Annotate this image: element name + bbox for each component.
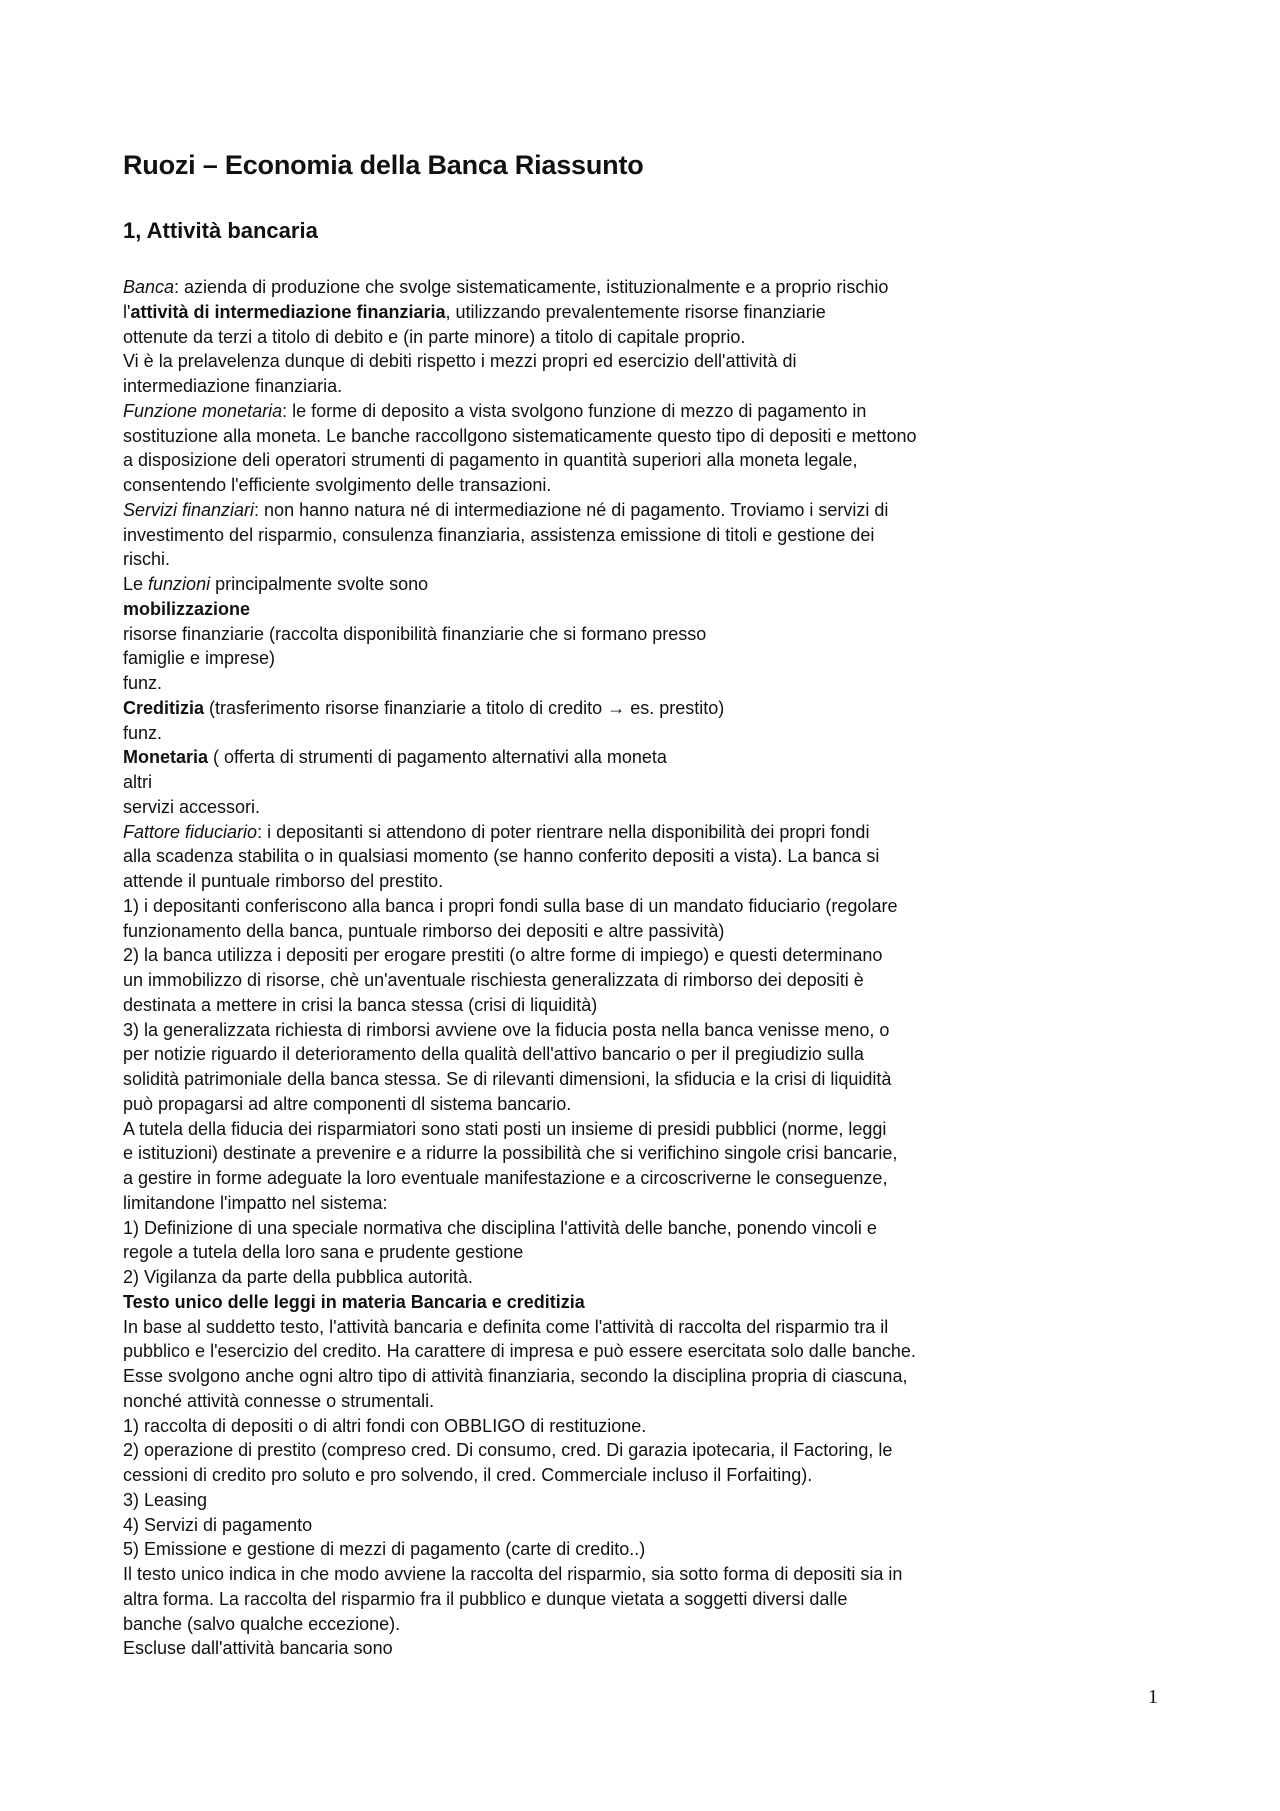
italic-text: Banca <box>123 277 175 297</box>
text-line <box>123 1636 1123 1661</box>
text-line <box>123 968 1123 993</box>
text-run: , utilizzando prevalentemente risorse finanziarie <box>445 301 826 322</box>
text-run: a disposizione deli operatori strumenti di pagamento in quantità superiori alla moneta legale, <box>123 450 858 471</box>
text-run: può propagarsi ad altre componenti dl sistema bancario. <box>123 1093 572 1114</box>
text-run: l' <box>123 301 131 322</box>
text-line <box>123 795 1123 820</box>
text-run: Le <box>123 574 149 594</box>
text-line <box>123 325 1123 350</box>
text-line <box>123 448 1123 473</box>
document-title: Ruozi – Economia della Banca Riassunto <box>123 150 644 180</box>
text-line <box>123 1537 1123 1562</box>
text-run: attende il puntuale rimborso del prestito. <box>123 871 444 891</box>
text-line <box>123 1216 1123 1241</box>
text-run: 1) raccolta di depositi o di altri fondi con OBBLIGO di restituzione. <box>123 1415 647 1436</box>
text-run: 3) la generalizzata richiesta di rimborsi avviene ove la fiducia posta nella banca venisse meno, o <box>123 1019 890 1040</box>
text-line <box>123 424 1123 449</box>
text-line <box>123 1513 1123 1538</box>
text-run: pubblico e l'esercizio del credito. Ha carattere di impresa e può essere esercitata solo dalle banche. <box>123 1341 916 1362</box>
text-line <box>123 844 1123 869</box>
text-run: Vi è la prelavelenza dunque di debiti rispetto i mezzi propri ed esercizio dell'attività di <box>123 351 797 372</box>
text-line <box>123 1191 1123 1216</box>
text-line <box>123 919 1123 944</box>
text-run: ottenute da terzi a titolo di debito e (in parte minore) a titolo di capitale proprio. <box>123 326 746 347</box>
page-number: 1 <box>1148 1686 1158 1708</box>
text-run: un immobilizzo di risorse, chè un'aventuale rischiesta generalizzata di rimborso dei depositi è <box>123 970 864 990</box>
text-line <box>123 1092 1123 1117</box>
text-line <box>123 1339 1123 1364</box>
text-run: rischi. <box>123 549 171 570</box>
text-line <box>123 498 1123 523</box>
text-run: servizi accessori. <box>123 796 261 817</box>
text-line <box>123 1117 1123 1142</box>
text-run: limitandone l'impatto nel sistema: <box>123 1192 388 1213</box>
text-run: A tutela della fiducia dei risparmiatori sono stati posti un insieme di presidi pubblici (norme, leggi <box>123 1118 887 1139</box>
text-run: solidità patrimoniale della banca stessa. Se di rilevanti dimensioni, la sfiducia e la crisi di liquidità <box>123 1069 892 1089</box>
text-line <box>123 869 1123 894</box>
text-run: per notizie riguardo il deterioramento della qualità dell'attivo bancario o per il pregiudizio sulla <box>123 1044 864 1065</box>
text-run: cessioni di credito pro soluto e pro solvendo, il cred. Commerciale incluso il Forfaiting). <box>123 1465 813 1485</box>
text-line <box>123 523 1123 548</box>
text-run: 3) Leasing <box>123 1489 208 1510</box>
text-line <box>123 1042 1123 1067</box>
text-line <box>123 1438 1123 1463</box>
text-run: Esse svolgono anche ogni altro tipo di attività finanziaria, secondo la disciplina propria di ciascuna, <box>123 1366 908 1386</box>
bold-text: Testo unico delle leggi in materia Bancaria e creditizia <box>123 1291 585 1312</box>
text-run: destinata a mettere in crisi la banca stessa (crisi di liquidità) <box>123 994 598 1015</box>
section-heading: 1, Attività bancaria <box>123 218 318 243</box>
text-run: altri <box>123 772 153 792</box>
text-run: Il testo unico indica in che modo avviene la raccolta del risparmio, sia sotto forma di depositi sia in <box>123 1564 903 1584</box>
text-run: banche (salvo qualche eccezione). <box>123 1613 401 1634</box>
text-line <box>123 820 1123 845</box>
body-text <box>123 275 1123 1661</box>
text-line <box>123 770 1123 795</box>
text-line <box>123 1488 1123 1513</box>
text-run: consentendo l'efficiente svolgimento delle transazioni. <box>123 475 552 495</box>
text-line <box>123 1315 1123 1340</box>
text-line <box>123 1067 1123 1092</box>
text-line <box>123 721 1123 746</box>
text-run: : le forme di deposito a vista svolgono funzione di mezzo di pagamento in <box>282 400 867 421</box>
italic-text: Funzione monetaria <box>123 400 283 421</box>
text-line <box>123 1166 1123 1191</box>
text-run: 2) operazione di prestito (compreso cred. Di consumo, cred. Di garazia ipotecaria, il Factoring, le <box>123 1440 893 1461</box>
text-run: 2) Vigilanza da parte della pubblica autorità. <box>123 1267 473 1287</box>
text-line <box>123 275 1123 300</box>
text-line <box>123 1018 1123 1043</box>
text-run: risorse finanziarie (raccolta disponibilità finanziarie che si formano presso <box>123 623 707 644</box>
text-run: 1) Definizione di una speciale normativa che disciplina l'attività delle banche, ponendo vincoli e <box>123 1217 877 1238</box>
bold-text: mobilizzazione <box>123 598 251 619</box>
italic-text: funzioni <box>148 574 211 594</box>
text-line <box>123 1587 1123 1612</box>
text-line <box>123 622 1123 647</box>
text-line <box>123 1562 1123 1587</box>
italic-text: Fattore fiduciario <box>123 821 258 842</box>
text-run: 1) i depositanti conferiscono alla banca i propri fondi sulla base di un mandato fiduciario (regolare <box>123 895 898 916</box>
text-line <box>123 943 1123 968</box>
text-run: sostituzione alla moneta. Le banche raccollgono sistematicamente questo tipo di depositi e mettono <box>123 425 917 446</box>
text-line <box>123 300 1123 325</box>
text-line <box>123 547 1123 572</box>
text-run: In base al suddetto testo, l'attività bancaria e definita come l'attività di raccolta del risparmio tra il <box>123 1316 889 1337</box>
text-line <box>123 1265 1123 1290</box>
text-run: regole a tutela della loro sana e prudente gestione <box>123 1242 524 1263</box>
text-line <box>123 1364 1123 1389</box>
text-line <box>123 745 1123 770</box>
text-run: famiglie e imprese) <box>123 648 276 669</box>
text-line <box>123 894 1123 919</box>
text-run: nonché attività connesse o strumentali. <box>123 1390 435 1411</box>
text-run: 5) Emissione e gestione di mezzi di pagamento (carte di credito..) <box>123 1539 646 1560</box>
text-line <box>123 1414 1123 1439</box>
text-line <box>123 349 1123 374</box>
text-run: intermediazione finanziaria. <box>123 376 343 396</box>
text-line <box>123 473 1123 498</box>
text-run: Escluse dall'attività bancaria sono <box>123 1638 393 1659</box>
text-run: 2) la banca utilizza i depositi per erogare prestiti (o altre forme di impiego) e questi determinano <box>123 945 883 966</box>
text-run: funz. <box>123 673 163 693</box>
text-run: (trasferimento risorse finanziarie a titolo di credito → es. prestito) <box>204 697 725 718</box>
text-line <box>123 572 1123 597</box>
bold-text: Creditizia <box>123 697 205 718</box>
text-line <box>123 374 1123 399</box>
text-line <box>123 1463 1123 1488</box>
text-line <box>123 671 1123 696</box>
text-line <box>123 1141 1123 1166</box>
text-run: investimento del risparmio, consulenza finanziaria, assistenza emissione di titoli e gestione dei <box>123 524 875 545</box>
text-run: funzionamento della banca, puntuale rimborso dei depositi e altre passività) <box>123 920 725 941</box>
bold-text: attività di intermediazione finanziaria <box>130 301 446 322</box>
text-line <box>123 993 1123 1018</box>
text-run: altra forma. La raccolta del risparmio fra il pubblico e dunque vietata a soggetti diversi dalle <box>123 1588 848 1609</box>
text-run: 4) Servizi di pagamento <box>123 1514 313 1535</box>
italic-text: Servizi finanziari <box>123 499 255 520</box>
text-run: e istituzioni) destinate a prevenire e a ridurre la possibilità che si verifichino singole crisi bancarie, <box>123 1143 898 1164</box>
text-line <box>123 646 1123 671</box>
text-run: a gestire in forme adeguate la loro eventuale manifestazione e a circoscriverne le conseguenze, <box>123 1168 888 1188</box>
text-run: : non hanno natura né di intermediazione né di pagamento. Troviamo i servizi di <box>254 499 889 520</box>
text-line <box>123 399 1123 424</box>
text-line <box>123 597 1123 622</box>
text-run: : azienda di produzione che svolge sistematicamente, istituzionalmente e a proprio rischio <box>174 277 889 297</box>
text-run: ( offerta di strumenti di pagamento alternativi alla moneta <box>208 747 667 768</box>
text-run: funz. <box>123 722 163 743</box>
text-line <box>123 1612 1123 1637</box>
text-line <box>123 696 1123 721</box>
text-run: : i depositanti si attendono di poter rientrare nella disponibilità dei propri fondi <box>257 821 870 842</box>
text-line <box>123 1389 1123 1414</box>
text-line <box>123 1240 1123 1265</box>
text-line <box>123 1290 1123 1315</box>
text-run: principalmente svolte sono <box>210 574 429 594</box>
bold-text: Monetaria <box>123 747 209 768</box>
text-run: alla scadenza stabilita o in qualsiasi momento (se hanno conferito depositi a vista). La banca si <box>123 846 880 867</box>
